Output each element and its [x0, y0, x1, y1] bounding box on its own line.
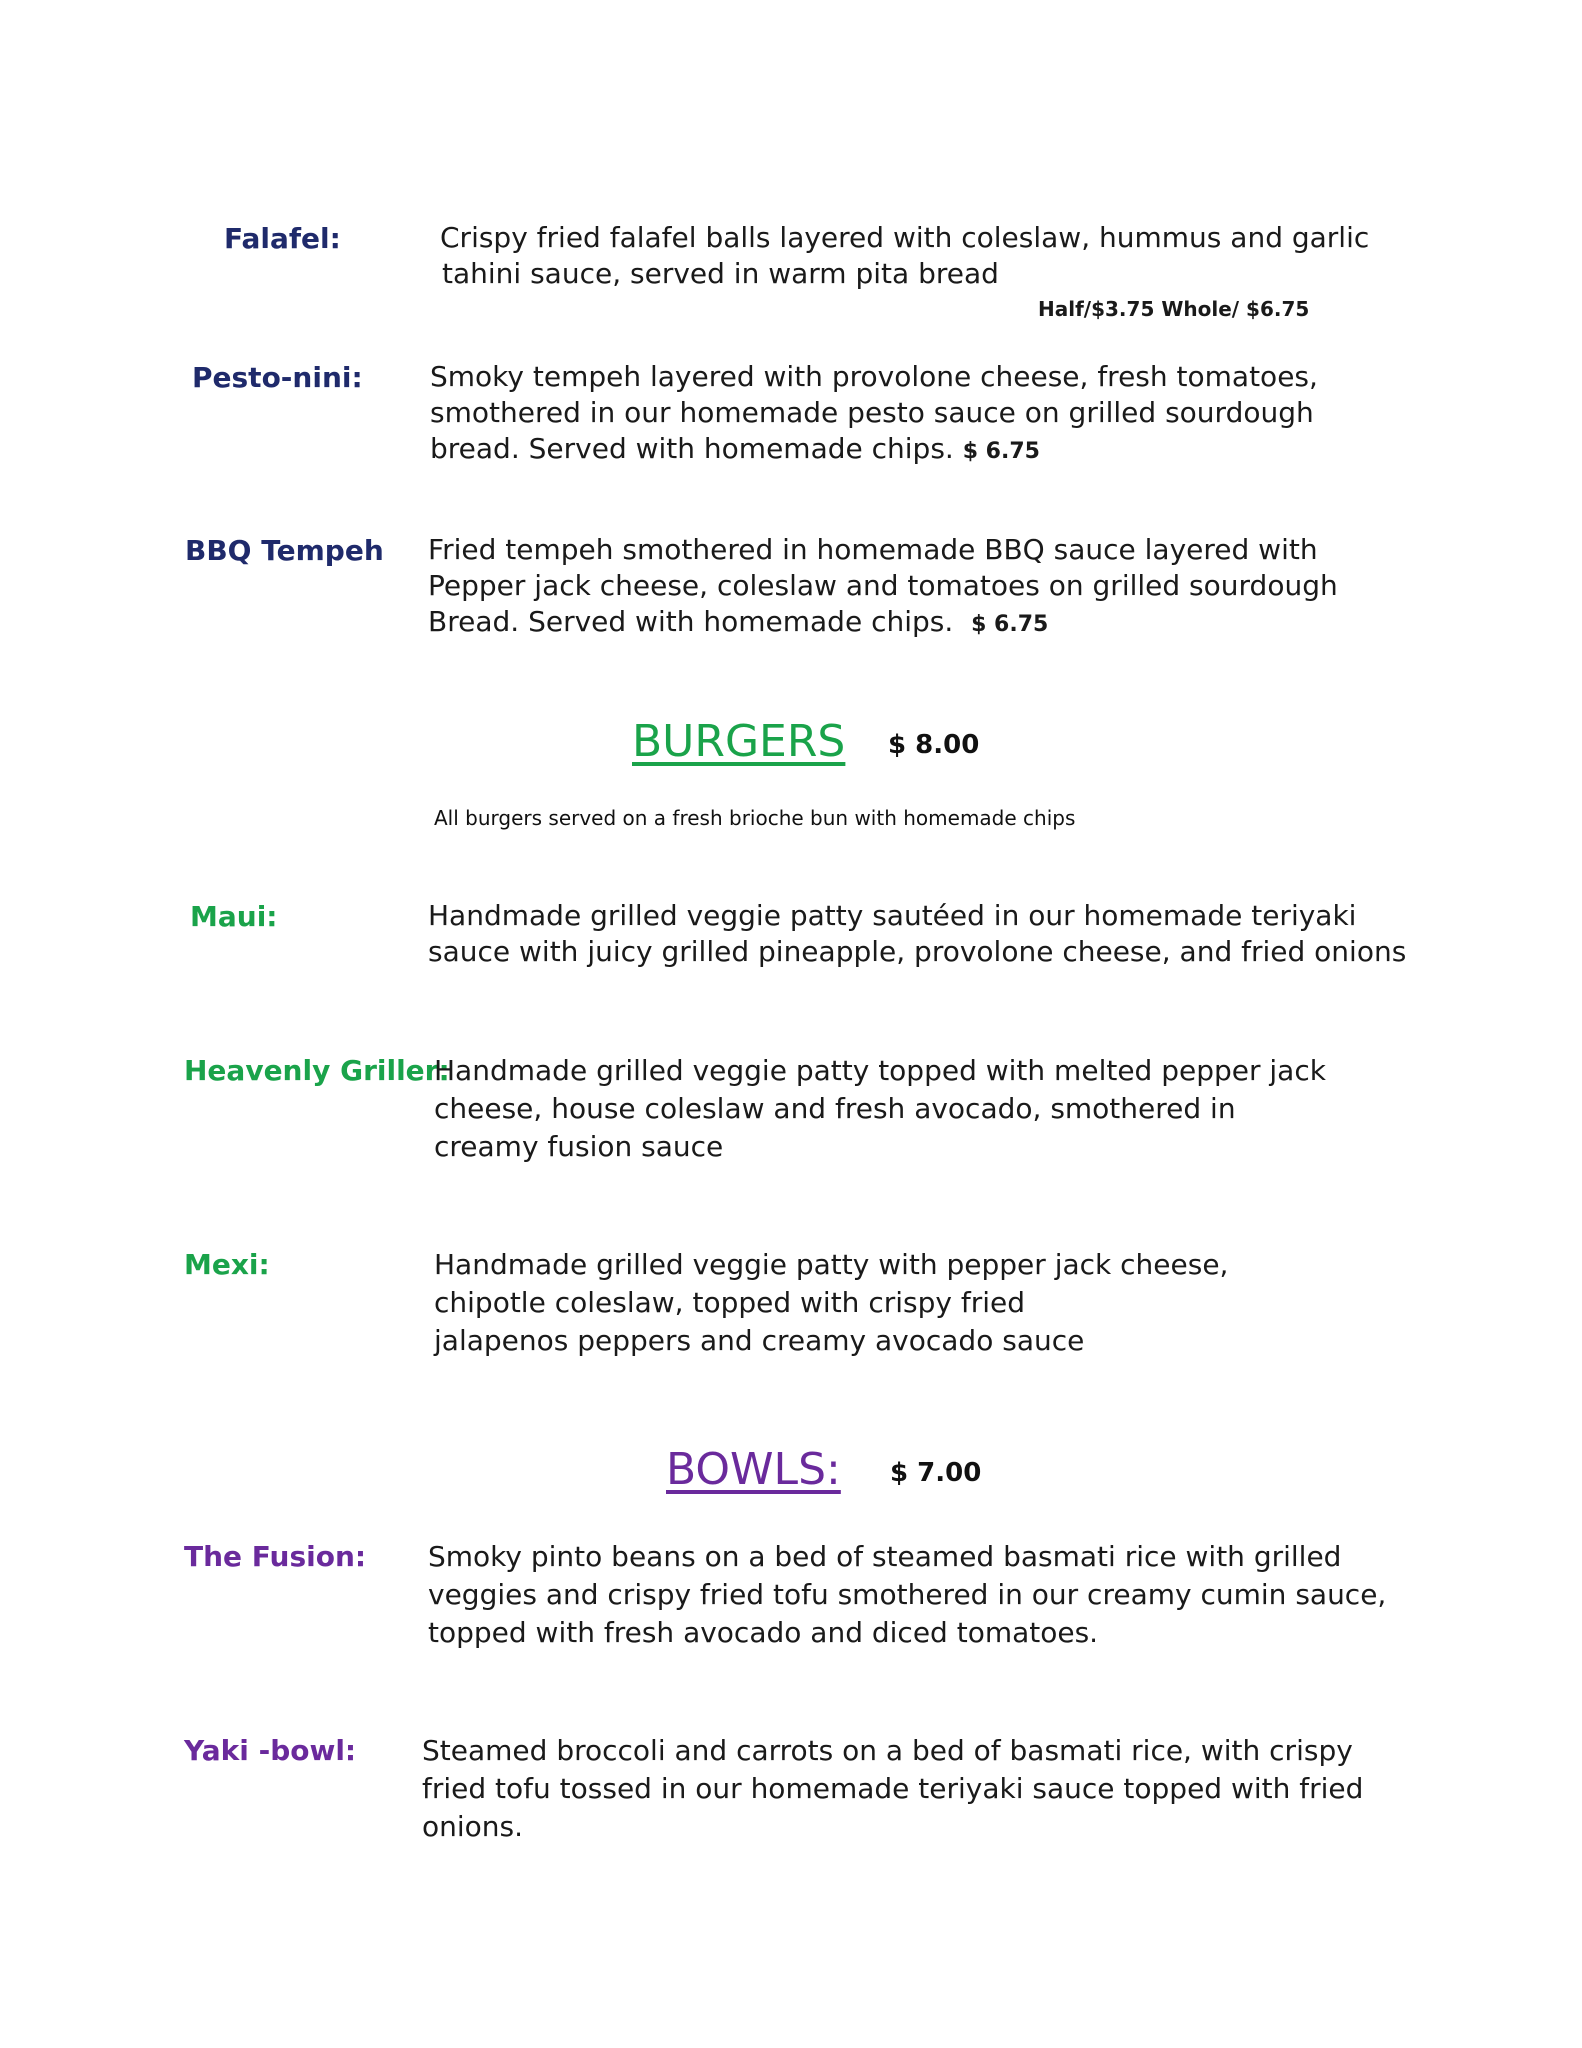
description-line: jalapenos peppers and creamy avocado sauce [434, 1324, 1085, 1357]
description-line: Smoky tempeh layered with provolone cheese, fresh tomatoes, [430, 360, 1318, 393]
description-line: bread. Served with homemade chips. $ 6.75 [430, 432, 1040, 465]
description-line: Smoky pinto beans on a bed of steamed basmati rice with grilled [428, 1540, 1342, 1573]
item-price-pesto-nini: $ 6.75 [962, 439, 1040, 464]
item-description-maui [428, 898, 1406, 970]
item-name-falafel: Falafel: [224, 222, 341, 255]
description-line: tahini sauce, served in warm pita bread [442, 257, 999, 290]
description-line: Handmade grilled veggie patty with pepper jack cheese, [434, 1248, 1229, 1281]
description-line: Bread. Served with homemade chips. $ 6.75 [428, 605, 1049, 638]
description-line: veggies and crispy fried tofu smothered in our creamy cumin sauce, [428, 1578, 1387, 1611]
description-line: Crispy fried falafel balls layered with coleslaw, hummus and garlic [440, 221, 1370, 254]
description-line: onions. [422, 1810, 524, 1843]
description-line: cheese, house coleslaw and fresh avocado, smothered in [434, 1092, 1236, 1125]
item-name-bbq-tempeh: BBQ Tempeh [185, 534, 384, 567]
item-name-maui: Maui: [190, 900, 278, 933]
item-name-yaki-bowl: Yaki -bowl: [184, 1734, 357, 1767]
description-line: chipotle coleslaw, topped with crispy fried [434, 1286, 1025, 1319]
item-description-heavenly-griller [434, 1052, 1326, 1166]
item-price-bbq-tempeh: $ 6.75 [971, 612, 1049, 637]
item-name-mexi: Mexi: [184, 1248, 270, 1281]
item-name-pesto-nini: Pesto-nini: [192, 361, 363, 394]
description-line: smothered in our homemade pesto sauce on grilled sourdough [430, 396, 1314, 429]
item-price-falafel: Half/$3.75 Whole/ $6.75 [1038, 297, 1310, 321]
section-title-burgers: BURGERS [632, 716, 846, 767]
item-description-pesto-nini [430, 359, 1318, 470]
burgers-note: All burgers served on a fresh brioche bun with homemade chips [434, 806, 1076, 830]
description-line: Fried tempeh smothered in homemade BBQ sauce layered with [428, 533, 1318, 566]
section-title-bowls: BOWLS: [666, 1444, 841, 1495]
item-description-yaki-bowl [422, 1732, 1363, 1846]
description-line: sauce with juicy grilled pineapple, provolone cheese, and fried onions [428, 935, 1407, 968]
description-line: fried tofu tossed in our homemade teriyaki sauce topped with fried [422, 1772, 1364, 1805]
description-line: Pepper jack cheese, coleslaw and tomatoes on grilled sourdough [428, 569, 1338, 602]
description-line: topped with fresh avocado and diced tomatoes. [428, 1616, 1099, 1649]
description-line: Steamed broccoli and carrots on a bed of basmati rice, with crispy [422, 1734, 1353, 1767]
item-name-heavenly-griller: Heavenly Griller: [184, 1054, 450, 1087]
item-description-falafel [440, 220, 1369, 292]
description-line: creamy fusion sauce [434, 1130, 724, 1163]
item-description-mexi [434, 1246, 1228, 1360]
item-description-the-fusion [428, 1538, 1386, 1652]
item-name-the-fusion: The Fusion: [184, 1540, 367, 1573]
section-price-burgers: $ 8.00 [888, 730, 980, 760]
section-price-bowls: $ 7.00 [890, 1458, 982, 1488]
description-line: Handmade grilled veggie patty topped with melted pepper jack [434, 1054, 1326, 1087]
item-description-bbq-tempeh [428, 532, 1338, 643]
description-line: Handmade grilled veggie patty sautéed in our homemade teriyaki [428, 899, 1357, 932]
